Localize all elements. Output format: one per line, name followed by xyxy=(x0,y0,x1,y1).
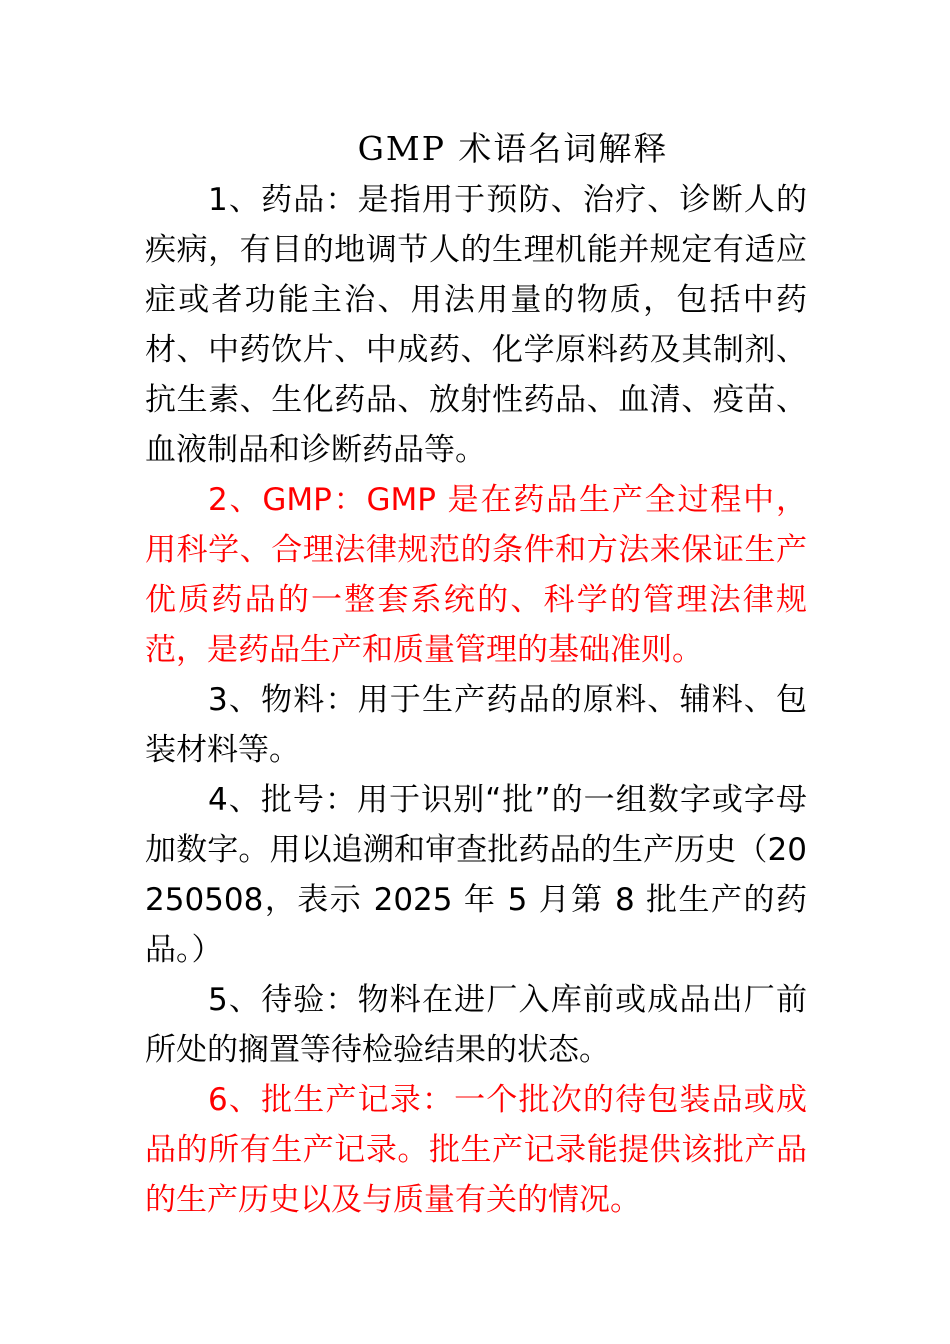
paragraph-batch-record-definition: 6、批生产记录：一个批次的待包装品或成品的所有生产记录。批生产记录能提供该批产品的生产历史以及与质量有关的情况。 xyxy=(145,1082,807,1218)
paragraph-gmp-definition: 2、GMP：GMP 是在药品生产全过程中，用科学、合理法律规范的条件和方法来保证生产优质药品的一整套系统的、科学的管理法律规范，是药品生产和质量管理的基础准则。 xyxy=(145,482,807,668)
paragraph-drug-definition: 1、药品：是指用于预防、治疗、诊断人的疾病，有目的地调节人的生理机能并规定有适应症或者功能主治、用法用量的物质，包括中药材、中药饮片、中成药、化学原料药及其制剂、抗生素、生化药品、放射性药品、血清、疫苗、血液制品和诊断药品等。 xyxy=(145,182,807,468)
paragraph-quarantine-definition: 5、待验：物料在进厂入库前或成品出厂前所处的搁置等待检验结果的状态。 xyxy=(145,982,807,1068)
document-title: GMP 术语名词解释 xyxy=(357,129,669,168)
paragraph-batch-number-definition: 4、批号：用于识别“批”的一组数字或字母加数字。用以追溯和审查批药品的生产历史（20250508，表示 2025 年 5 月第 8 批生产的药品。） xyxy=(145,782,807,968)
paragraph-materials-definition: 3、物料：用于生产药品的原料、辅料、包装材料等。 xyxy=(145,682,807,768)
document-body xyxy=(145,175,807,1225)
